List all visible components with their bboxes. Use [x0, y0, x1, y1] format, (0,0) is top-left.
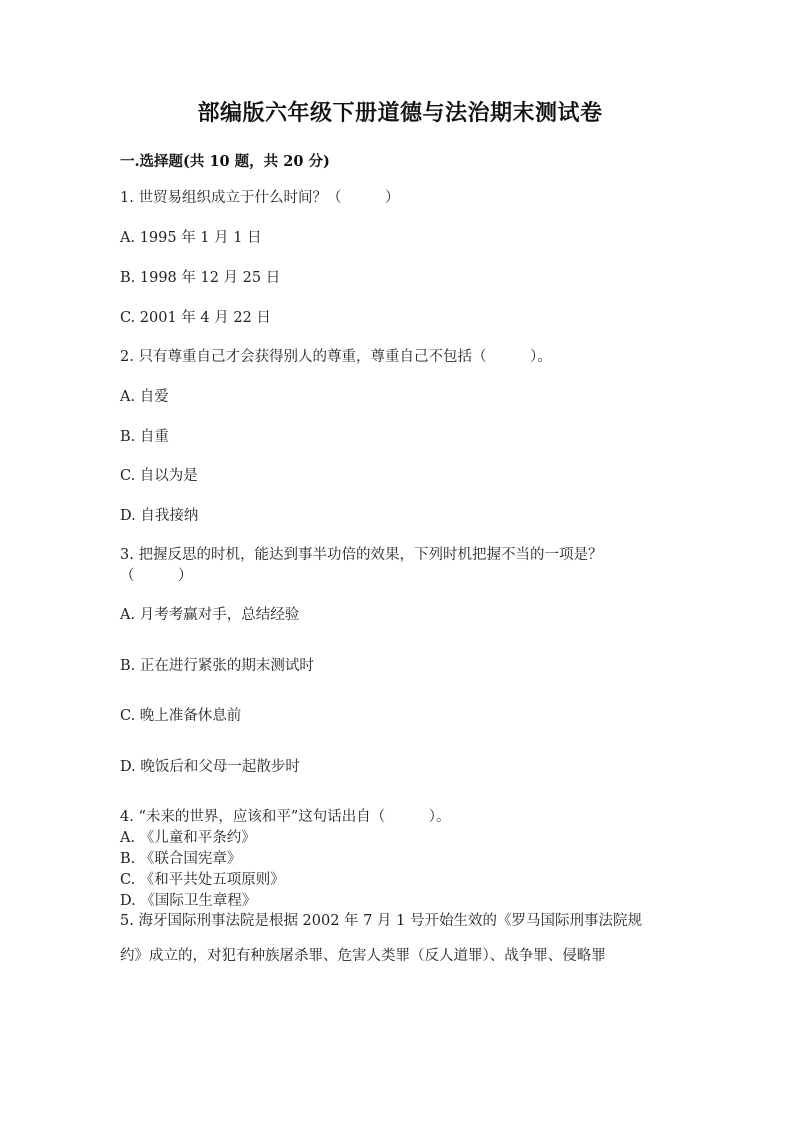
- section-heading: 一.选择题(共 10 题，共 20 分): [120, 153, 330, 170]
- question-4-stem: 4. “未来的世界，应该和平”这句话出自（ ）。: [120, 809, 451, 825]
- question-2-option-d: D. 自我接纳: [120, 508, 199, 524]
- question-3-option-a: A. 月考考赢对手，总结经验: [120, 607, 300, 623]
- question-3-stem-line-1: 3. 把握反思的时机，能达到事半功倍的效果，下列时机把握不当的一项是？: [120, 547, 603, 563]
- question-1-option-c: C. 2001 年 4 月 22 日: [120, 310, 271, 326]
- question-3-option-c: C. 晚上准备休息前: [120, 708, 242, 724]
- question-2-option-c: C. 自以为是: [120, 468, 198, 484]
- question-1-option-a: A. 1995 年 1 月 1 日: [120, 230, 262, 246]
- question-2-stem: 2. 只有尊重自己才会获得别人的尊重，尊重自己不包括（ ）。: [120, 349, 552, 365]
- question-1-option-b: B. 1998 年 12 月 25 日: [120, 270, 281, 286]
- question-2-option-a: A. 自爱: [120, 389, 169, 405]
- question-5-stem-line-1: 5. 海牙国际刑事法院是根据 2002 年 7 月 1 号开始生效的《罗马国际刑事法院规: [120, 913, 642, 929]
- question-4-option-b: B. 《联合国宪章》: [120, 851, 242, 867]
- question-3-stem-line-2: （ ）: [120, 568, 193, 584]
- question-4-option-a: A. 《儿童和平条约》: [120, 830, 256, 846]
- question-1-stem: 1. 世贸易组织成立于什么时间？（ ）: [120, 190, 400, 206]
- page-title: 部编版六年级下册道德与法治期末测试卷: [197, 100, 603, 126]
- question-2-option-b: B. 自重: [120, 429, 169, 445]
- question-4-option-d: D. 《国际卫生章程》: [120, 893, 257, 909]
- question-4-option-c: C. 《和平共处五项原则》: [120, 872, 285, 888]
- question-3-option-d: D. 晚饭后和父母一起散步时: [120, 759, 300, 775]
- question-5-stem-line-2: 约》成立的，对犯有种族屠杀罪、危害人类罪（反人道罪）、战争罪、侵略罪: [120, 948, 606, 964]
- question-3-option-b: B. 正在进行紧张的期末测试时: [120, 658, 314, 674]
